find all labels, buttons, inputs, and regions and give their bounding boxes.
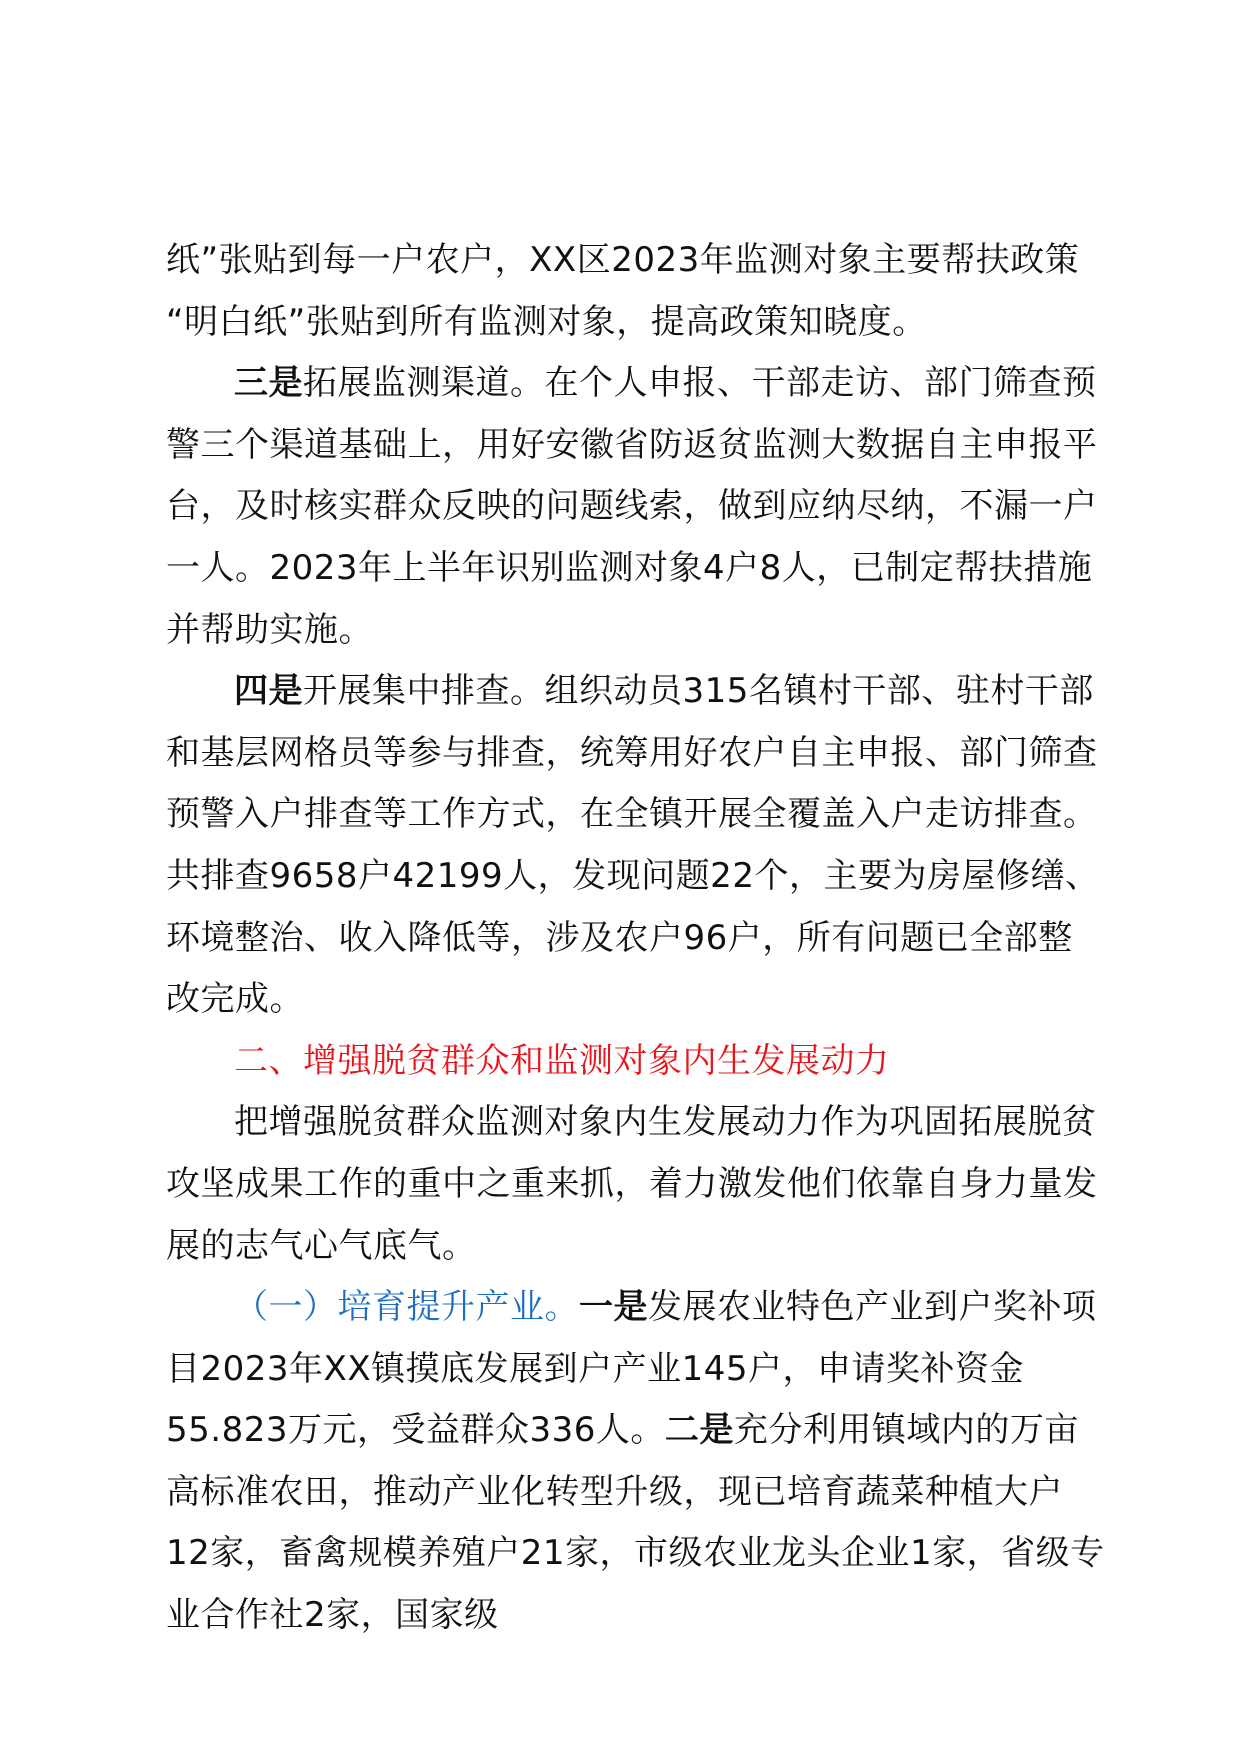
item-text: 开展集中排查。组织动员315名镇村干部、驻村干部和基层网格员等参与排查，统筹用好农户自主申报、部门筛查预警入户排查等工作方式，在全镇开展全覆盖入户走访排查。共排查9658户42199人，发现问题22个，主要为房屋修缮、环境整治、收入降低等，涉及农户96户，所有问题已全部整改完成。 [166,671,1100,1020]
sub-heading: （一）培育提升产业。 [234,1287,579,1328]
paragraph-intro: 把增强脱贫群众监测对象内生发展动力作为巩固拓展脱贫攻坚成果工作的重中之重来抓，着力激发他们依靠自身力量发展的志气心气底气。 [166,1102,1098,1266]
line-2: “明白纸”张贴到所有监测对象，提高政策知晓度。 [166,301,927,342]
item-text-2: 充分利用镇域内的万亩高标准农田，推动产业化转型升级，现已培育蔬菜种植大户12家，畜禽规模养殖户21家，市级农业龙头企业1家，省级专业合作社2家，国家级 [166,1410,1105,1636]
item-lead: 三是 [234,363,303,404]
section-heading: 二、增强脱贫群众和监测对象内生发展动力 [234,1040,890,1081]
paragraph-industry [166,1277,1106,1647]
paragraph-continuation [166,230,1106,353]
item-lead: 四是 [234,671,303,712]
item-lead-2: 二是 [664,1410,734,1451]
paragraph-item-four [166,661,1106,1031]
item-text: 拓展监测渠道。在个人申报、干部走访、部门筛查预警三个渠道基础上，用好安徽省防返贫监测大数据自主申报平台，及时核实群众反映的问题线索，做到应纳尽纳，不漏一户一人。2023年上半年识别监测对象4户8人，已制定帮扶措施并帮助实施。 [166,363,1098,650]
item-text-1: 发展农业特色产业到户奖补项目2023年XX镇摸底发展到户产业145户，申请奖补资金55.823万元，受益群众336人。 [166,1287,1097,1451]
paragraph-item-three [166,353,1106,661]
line-1: 纸”张贴到每一户农户，XX区2023年监测对象主要帮扶政策 [166,240,1080,280]
item-lead-1: 一是 [579,1287,648,1328]
document-body [166,230,1106,1647]
